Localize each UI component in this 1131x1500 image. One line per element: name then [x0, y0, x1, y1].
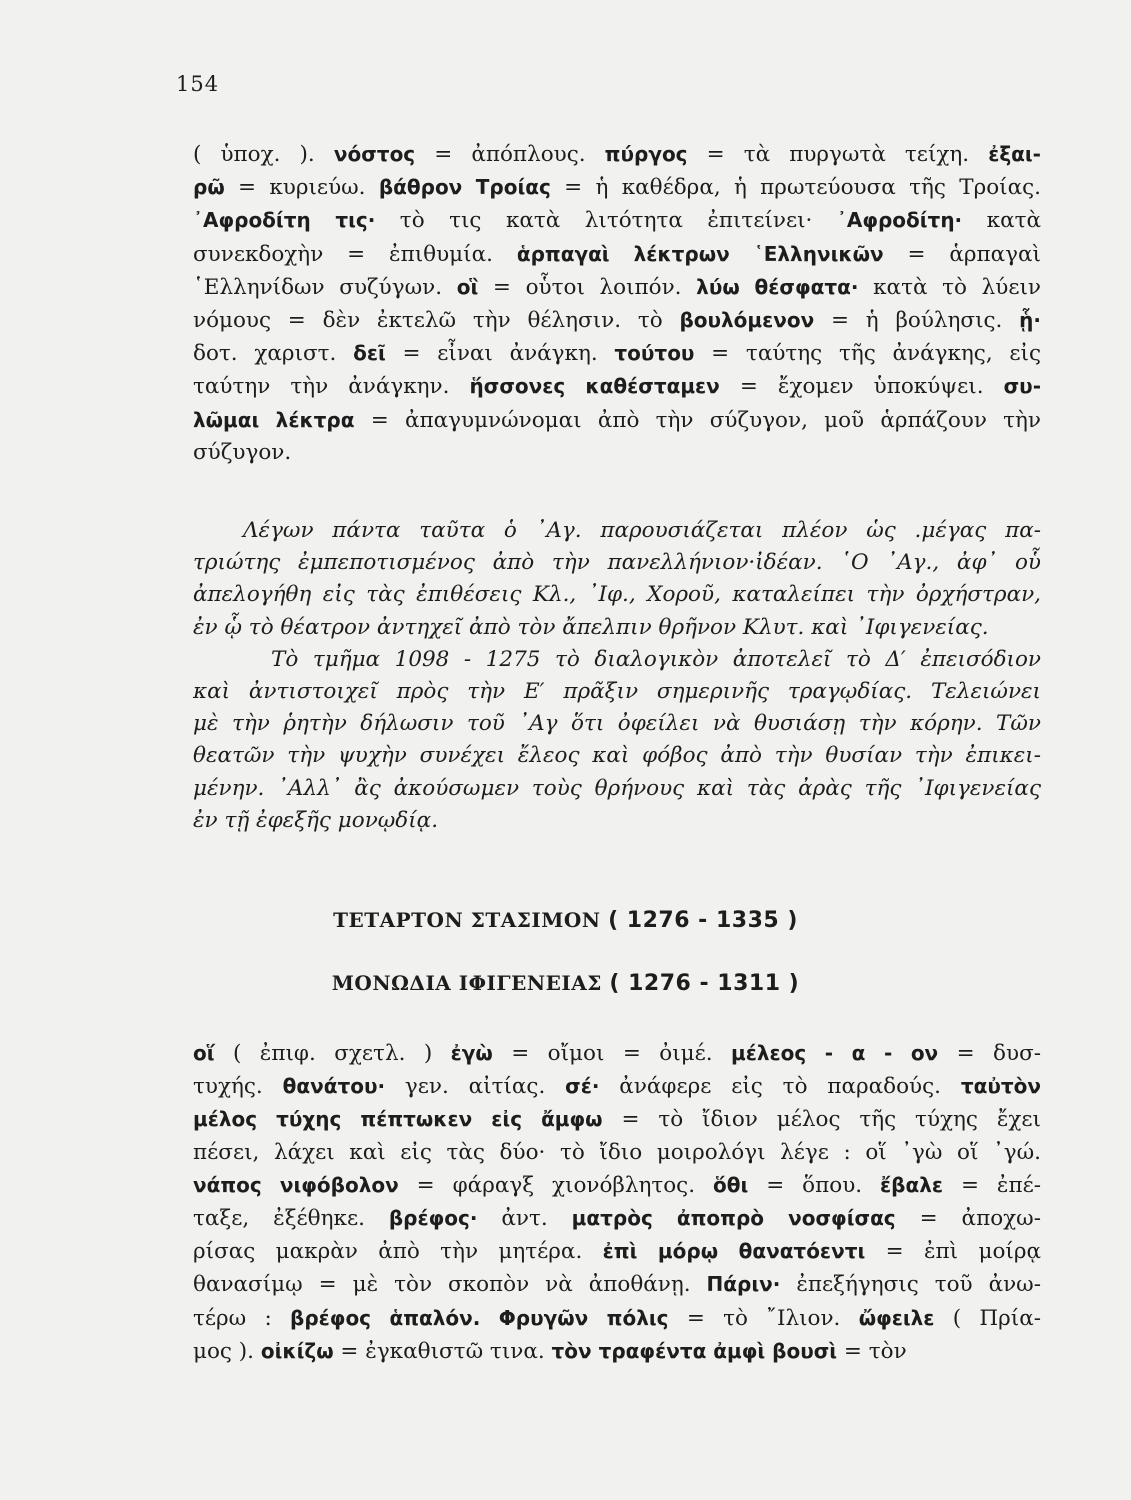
glossed-term: ταὐτὸν — [960, 1074, 1041, 1099]
text-line — [193, 1335, 1041, 1368]
gloss-text: = τὸν — [837, 1338, 907, 1364]
text-line — [193, 138, 1041, 171]
glossed-term: βουλόμενον — [679, 308, 815, 333]
section-heading-monody — [0, 971, 1131, 996]
glossed-term: συ- — [1003, 374, 1041, 399]
gloss-text: = ταύτης τῆς ἀνάγκης, εἰς — [694, 341, 1041, 367]
text-line — [193, 1302, 1041, 1335]
section-heading-fourth-stasimon — [0, 908, 1131, 933]
gloss-text: ( Πρία- — [934, 1305, 1041, 1331]
gloss-text: = ἐπὶ μοίρᾳ — [865, 1239, 1041, 1265]
commentary-paragraph — [193, 515, 1041, 837]
gloss-text: ῾Ελληνίδων συζύγων. — [193, 274, 457, 300]
heading-line-range: ( 1276 - 1335 ) — [608, 908, 798, 933]
gloss-text: ( ὑποχ. ). — [193, 142, 334, 167]
gloss-text: = οἴμοι = ὀιμέ. — [492, 1041, 732, 1066]
heading-title: ΤΕΤΑΡΤΟΝ ΣΤΑΣΙΜΟΝ — [333, 908, 601, 932]
text-line — [193, 1169, 1041, 1202]
glossed-term: ᾿Αφροδίτη τις· — [193, 208, 376, 233]
glossed-term: πύργος — [604, 142, 688, 166]
glossed-term: μέλεος - α - ον — [731, 1041, 939, 1065]
text-line — [193, 370, 1041, 403]
glossed-term: Πάριν· — [706, 1272, 781, 1297]
gloss-text: συνεκδοχὴν = ἐπιθυμία. — [193, 241, 517, 267]
gloss-text: ἀντ. — [477, 1206, 572, 1232]
glossed-term: μέλος τύχης πέπτωκεν εἰς ἄμφω — [193, 1107, 603, 1132]
text-line — [193, 1137, 1041, 1169]
gloss-text: τὸ τις κατὰ λιτότητα ἐπιτείνει· — [375, 208, 837, 234]
gloss-text: ἐπεξήγησις τοῦ ἀνω- — [780, 1272, 1041, 1298]
glossed-term: ᾿Αφροδίτη· — [836, 208, 963, 233]
gloss-text: = ἐγκαθιστῶ τινα. — [333, 1338, 552, 1364]
glossed-term: δεῖ — [353, 341, 386, 366]
glossed-term: λύω θέσφατα· — [696, 274, 859, 299]
gloss-text: κατὰ — [962, 208, 1041, 234]
text-line: ἐν τῇ ἐφεξῆς μονῳδίᾳ. — [193, 807, 439, 833]
gloss-text: = ἁρπαγαὶ — [883, 241, 1041, 267]
text-line: Τὸ τμῆμα 1098 - 1275 τὸ διαλογικὸν ἀποτελεῖ τὸ Δ′ ἐπεισόδιον — [271, 646, 1041, 672]
gloss-text: = τὰ πυργωτὰ τείχη. — [687, 142, 989, 167]
glossed-term: ρῶ — [193, 175, 225, 200]
heading-line-range: ( 1276 - 1311 ) — [609, 971, 800, 996]
gloss-text: κατὰ τὸ λύειν — [858, 274, 1041, 300]
glossed-term: οἰκίζω — [260, 1338, 334, 1363]
gloss-text: = τὸ ἴδιον μέλος τῆς τύχης ἔχει — [602, 1107, 1041, 1133]
glossed-term: βρέφος· — [388, 1206, 478, 1231]
glossed-term: λῶμαι λέκτρα — [193, 407, 355, 432]
gloss-text: = κυριεύω. — [224, 175, 379, 201]
gloss-text: μος ). — [193, 1338, 261, 1364]
gloss-text: θανασίμῳ = μὲ τὸν σκοπὸν νὰ ἀποθάνῃ. — [193, 1272, 707, 1298]
glossed-term: ὤφειλε — [858, 1305, 935, 1330]
glossed-term: ὅθι — [713, 1172, 749, 1197]
glossed-term: ᾗ· — [1019, 308, 1041, 333]
text-line: Λέγων πάντα ταῦτα ὁ ᾿Αγ. παρουσιάζεται πλέον ὡς .μέγας πα- — [243, 518, 1041, 543]
text-line — [193, 271, 1041, 304]
gloss-text: = εἶναι ἀνάγκη. — [385, 341, 615, 367]
text-line — [193, 1202, 1041, 1235]
text-line: μὲ τὴν ῥητὴν δήλωσιν τοῦ ᾿Αγ ὅτι ὀφείλει νὰ θυσιάσῃ τὴν κόρην. Τῶν — [193, 711, 1041, 737]
glossed-term: ἁρπαγαὶ λέκτρων ῾Ελληνικῶν — [516, 241, 884, 266]
glossed-term: βάθρον Τροίας — [378, 175, 551, 200]
gloss-text: = ἡ καθέδρα, ἡ πρωτεύουσα τῆς Τροίας. — [550, 175, 1041, 201]
glossed-term: ἐξαι- — [988, 142, 1041, 166]
gloss-text: σύζυγον. — [193, 439, 292, 465]
glossed-term: ἔβαλε — [880, 1172, 944, 1197]
gloss-text: δοτ. χαριστ. — [193, 341, 354, 367]
gloss-text: τυχής. — [193, 1074, 283, 1100]
gloss-text: γεν. αἰτίας. — [385, 1074, 566, 1100]
text-line — [193, 437, 1041, 469]
text-line — [193, 1235, 1041, 1268]
text-line — [193, 404, 1041, 437]
glossed-term: σέ· — [565, 1074, 600, 1099]
text-line — [193, 1103, 1041, 1136]
glossed-term: βρέφος ἁπαλόν. Φρυγῶν πόλις — [290, 1305, 669, 1330]
glossed-term: ἐπὶ μόρῳ θανατόεντι — [602, 1239, 866, 1264]
text-line — [193, 204, 1041, 237]
glossed-term: θανάτου· — [282, 1074, 386, 1099]
glossed-term: τούτου — [614, 341, 695, 366]
glossed-term: οἵ — [193, 1041, 215, 1065]
gloss-text: = τὸ ῎Ιλιον. — [668, 1305, 859, 1331]
gloss-text: = ἀποχω- — [895, 1206, 1041, 1232]
gloss-text: ρίσας μακρὰν ἀπὸ τὴν μητέρα. — [193, 1239, 603, 1265]
text-line: μένην. ᾿Αλλ᾿ ἂς ἀκούσωμεν τοὺς θρήνους καὶ τὰς ἀρὰς τῆς ᾿Ιφιγενείας — [193, 775, 1041, 801]
text-line: ἐν ᾧ τὸ θέατρον ἀντηχεῖ ἀπὸ τὸν ἄπελπιν θρῆνον Κλυτ. καὶ ᾿Ιφιγενείας. — [193, 614, 989, 640]
gloss-text: νόμους = δὲν ἐκτελῶ τὴν θέλησιν. τὸ — [193, 308, 680, 334]
gloss-text: ταξε, ἐξέθηκε. — [193, 1206, 389, 1232]
gloss-text: ( ἐπιφ. σχετλ. ) — [214, 1041, 451, 1066]
glossary-block-top — [193, 138, 1041, 469]
gloss-text: = ὅπου. — [748, 1172, 881, 1198]
text-line — [193, 337, 1041, 370]
gloss-text: τέρω : — [193, 1305, 291, 1331]
glossed-term: νάπος νιφόβολον — [193, 1172, 399, 1197]
text-line — [193, 238, 1041, 271]
glossary-block-bottom — [193, 1037, 1041, 1368]
gloss-text: ἀνάφερε εἰς τὸ παραδούς. — [599, 1074, 961, 1100]
gloss-text: = οὗτοι λοιπόν. — [478, 274, 697, 300]
glossed-term: ἐγὼ — [450, 1041, 493, 1065]
text-line: θεατῶν τὴν ψυχὴν συνέχει ἔλεος καὶ φόβος ἀπὸ τὴν θυσίαν τὴν ἐπικει- — [193, 743, 1041, 769]
text-line — [193, 1037, 1041, 1070]
text-line: καὶ ἀντιστοιχεῖ πρὸς τὴν Ε′ πρᾶξιν σημερινῆς τραγῳδίας. Τελειώνει — [193, 679, 1041, 705]
gloss-text: = φάραγξ χιονόβλητος. — [398, 1172, 713, 1198]
text-line — [193, 1268, 1041, 1301]
heading-title: ΜΟΝΩΔΙΑ ΙΦΙΓΕΝΕΙΑΣ — [331, 971, 602, 995]
gloss-text: = δυσ- — [938, 1041, 1042, 1066]
gloss-text: = ἡ βούλησις. — [814, 308, 1020, 334]
text-line: τριώτης ἐμπεποτισμένος ἀπὸ τὴν πανελλήνιον·ἰδέαν. ῾Ο ᾿Αγ., ἀφ᾿ οὗ — [193, 550, 1041, 576]
gloss-text: = ἐπέ- — [943, 1172, 1041, 1198]
glossed-term: ματρὸς ἀποπρὸ νοσφίσας — [571, 1206, 896, 1231]
text-line — [193, 171, 1041, 204]
text-line: ἀπελογήθη εἰς τὰς ἐπιθέσεις Κλ., ᾿Ιφ., Χοροῦ, καταλείπει τὴν ὀρχήστραν, — [193, 582, 1041, 608]
glossed-term: ἥσσονες καθέσταμεν — [469, 374, 720, 399]
gloss-text: ταύτην τὴν ἀνάγκην. — [193, 374, 470, 400]
glossed-term: οἳ — [456, 274, 479, 299]
glossed-term: νόστος — [333, 142, 416, 166]
gloss-text: = ἀπαγυμνώνομαι ἀπὸ τὴν σύζυγον, μοῦ ἁρπάζουν τὴν — [354, 407, 1041, 433]
glossed-term: τὸν τραφέντα ἀμφὶ βουσὶ — [551, 1338, 838, 1363]
text-line — [193, 1070, 1041, 1103]
gloss-text: = ἔχομεν ὑποκύψει. — [719, 374, 1004, 400]
text-line — [193, 304, 1041, 337]
gloss-text: πέσει, λάχει καὶ εἰς τὰς δύο· τὸ ἴδιο μοιρολόγι λέγε : οἵ ᾿γὼ οἵ ᾿γώ. — [193, 1139, 1041, 1165]
page-number: 154 — [176, 72, 220, 96]
gloss-text: = ἀπόπλους. — [415, 142, 605, 167]
